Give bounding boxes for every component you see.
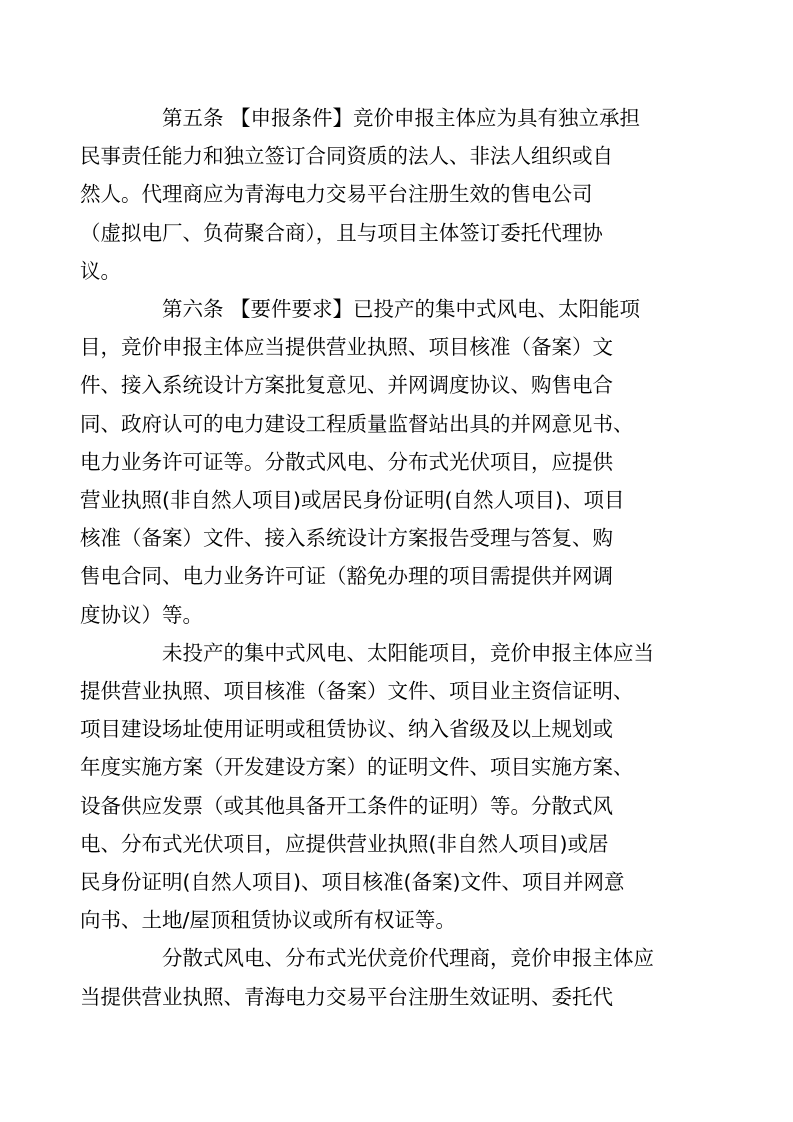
text-line: 向书、土地/屋顶租赁协议或所有权证等。 (80, 908, 456, 933)
text-line: 议。 (80, 258, 121, 283)
text-line: 目，竞价申报主体应当提供营业执照、项目核准（备案）文 (80, 335, 613, 360)
text-line: 电力业务许可证等。分散式风电、分布式光伏项目，应提供 (80, 449, 613, 474)
text-line: 件、接入系统设计方案批复意见、并网调度协议、购售电合 (80, 373, 613, 398)
text-line: 度协议）等。 (80, 602, 203, 627)
text-line: 第五条 【申报条件】竞价申报主体应为具有独立承担 (162, 106, 641, 130)
text-line: 电、分布式光伏项目，应提供营业执照(非自然人项目)或居 (80, 831, 609, 856)
text-line: 民事责任能力和独立签订合同资质的法人、非法人组织或自 (80, 144, 613, 169)
text-line: （虚拟电厂、负荷聚合商），且与项目主体签订委托代理协 (80, 220, 603, 245)
text-line: 第六条 【要件要求】已投产的集中式风电、太阳能项 (162, 297, 641, 322)
text-line: 年度实施方案（开发建设方案）的证明文件、项目实施方案、 (80, 755, 634, 780)
text-line: 同、政府认可的电力建设工程质量监督站出具的并网意见书、 (80, 411, 634, 436)
text-line: 未投产的集中式风电、太阳能项目，竞价申报主体应当 (162, 640, 654, 665)
paragraph-article-6 (80, 290, 684, 634)
text-line: 营业执照(非自然人项目)或居民身份证明(自然人项目)、项目 (80, 488, 625, 513)
text-line: 分散式风电、分布式光伏竞价代理商，竞价申报主体应 (162, 946, 654, 971)
text-line: 提供营业执照、项目核准（备案）文件、项目业主资信证明、 (80, 679, 634, 704)
text-line: 项目建设场址使用证明或租赁协议、纳入省级及以上规划或 (80, 717, 613, 742)
paragraph-article-5 (80, 99, 684, 290)
document-body (80, 99, 684, 1016)
text-line: 核准（备案）文件、接入系统设计方案报告受理与答复、购 (80, 526, 613, 551)
text-line: 设备供应发票（或其他具备开工条件的证明）等。分散式风 (80, 793, 613, 818)
paragraph-unoperated-projects (80, 634, 684, 940)
text-line: 民身份证明(自然人项目)、项目核准(备案)文件、项目并网意 (80, 870, 625, 895)
text-line: 然人。代理商应为青海电力交易平台注册生效的售电公司 (80, 182, 593, 207)
text-line: 当提供营业执照、青海电力交易平台注册生效证明、委托代 (80, 984, 613, 1009)
text-line: 售电合同、电力业务许可证（豁免办理的项目需提供并网调 (80, 564, 613, 589)
paragraph-agent-requirements (80, 939, 684, 1015)
